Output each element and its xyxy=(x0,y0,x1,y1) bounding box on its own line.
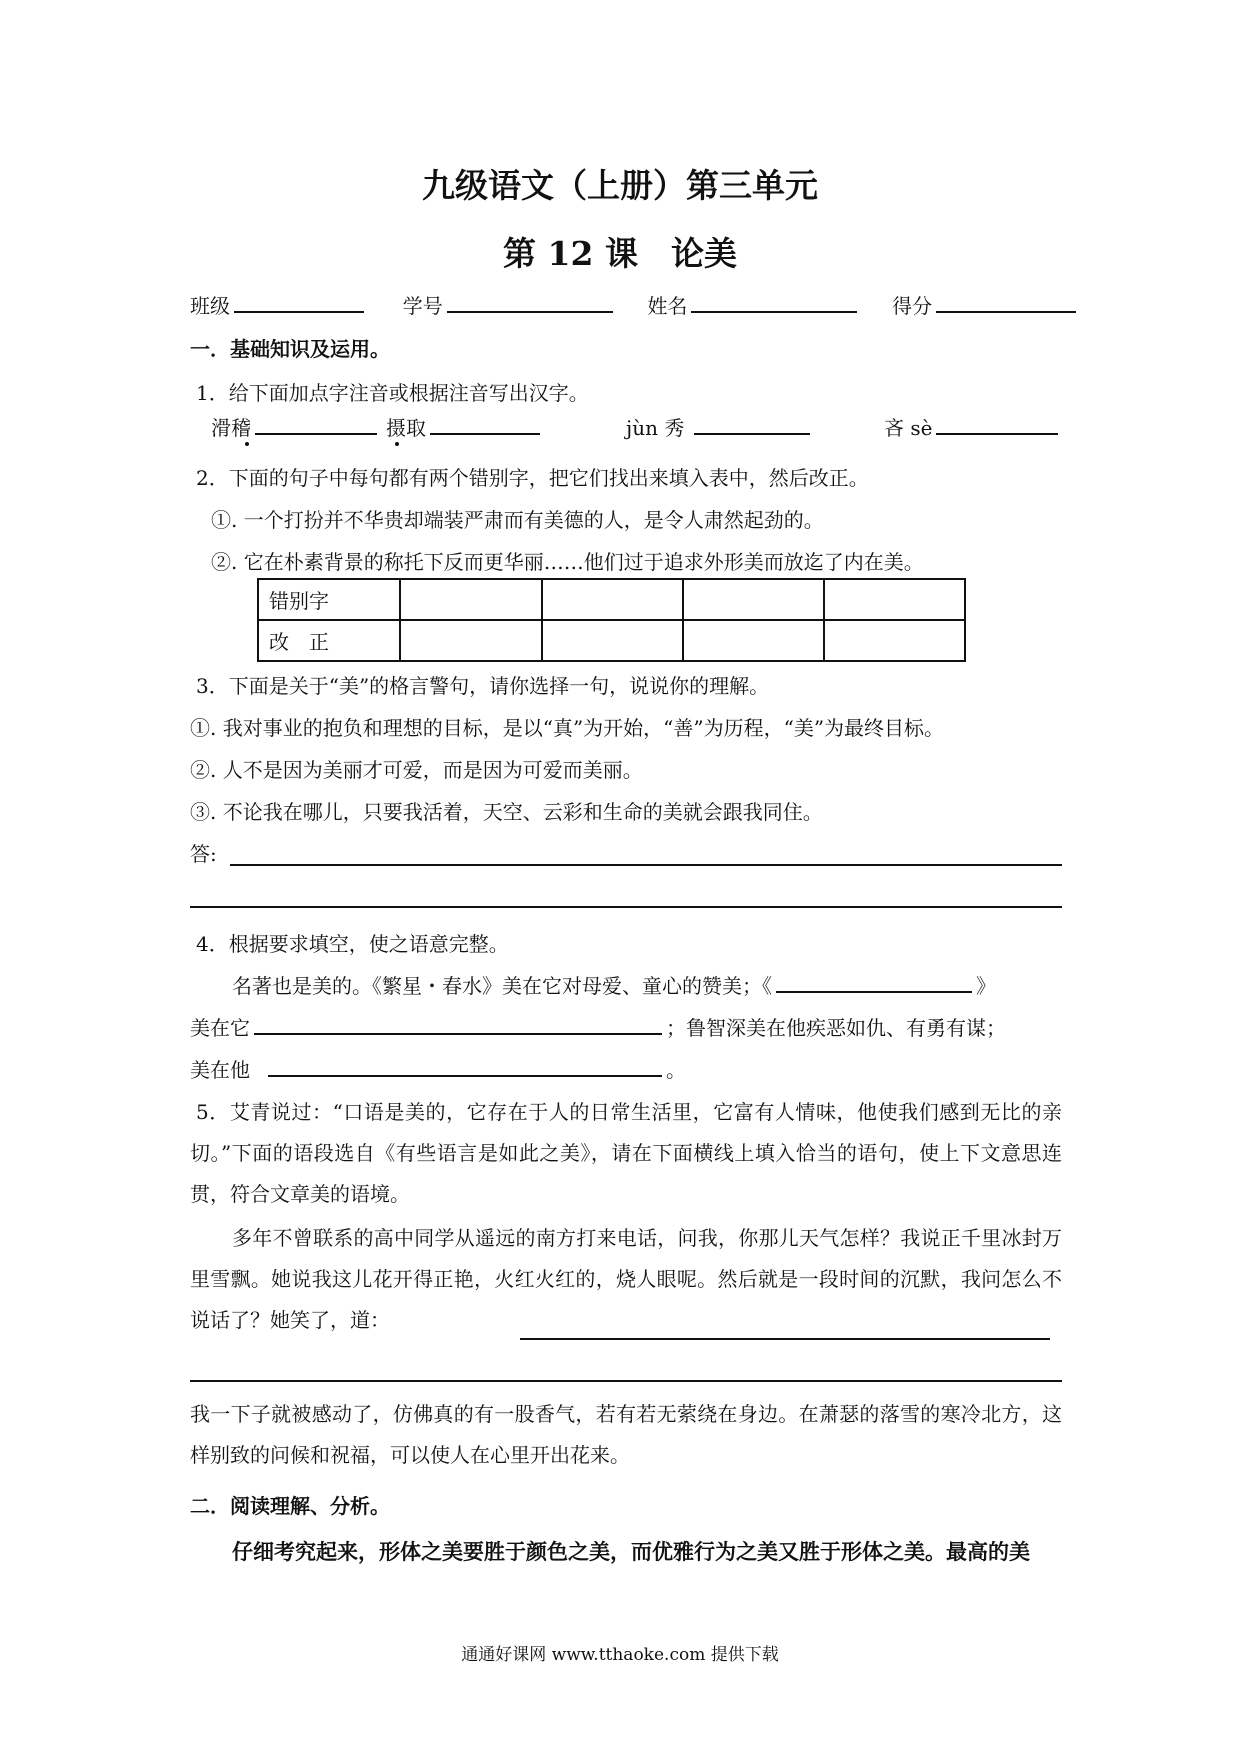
q5-answer-line[interactable] xyxy=(520,1338,1050,1340)
q3-quote-1: ①. 我对事业的抱负和理想的目标，是以“真”为开始，“善”为历程，“美”为最终目标。 xyxy=(190,716,945,740)
page-footer: 通通好课网 www.tthaoke.com 提供下载 xyxy=(461,1645,779,1665)
q4-line-1-end: 》 xyxy=(976,974,996,998)
correction-table xyxy=(257,578,966,662)
table-cell[interactable] xyxy=(683,579,824,620)
q1-item-4 xyxy=(884,412,1062,441)
q1-item-2 xyxy=(386,412,544,441)
student-id-label: 学号 xyxy=(402,294,443,318)
answer-line[interactable] xyxy=(230,864,1062,866)
q1-item-4-blank[interactable] xyxy=(936,413,1058,435)
q2-sentence-1: ①. 一个打扮并不华贵却端装严肃而有美德的人，是令人肃然起劲的。 xyxy=(211,508,824,532)
table-cell[interactable] xyxy=(400,579,542,620)
name-blank[interactable] xyxy=(691,291,857,313)
table-cell[interactable] xyxy=(400,620,542,661)
q4-line-2-text: 美在它 xyxy=(190,1016,250,1040)
q4-line-2 xyxy=(190,1012,1006,1041)
q4-blank-3[interactable] xyxy=(268,1055,662,1077)
q4-line-1-text: 名著也是美的。《繁星・春水》美在它对母爱、童心的赞美；《 xyxy=(232,974,772,998)
q3-answer-label: 答: xyxy=(190,842,217,866)
name-label: 姓名 xyxy=(647,294,688,318)
emphasis-dot xyxy=(395,442,399,446)
student-id-blank[interactable] xyxy=(447,291,613,313)
score-blank[interactable] xyxy=(936,291,1076,313)
q5-passage: 多年不曾联系的高中同学从遥远的南方打来电话，问我，你那儿天气怎样？我说正千里冰封万里雪飘。她说我这儿花开得正艳，火红火红的，烧人眼呢。然后就是一段时间的沉默，我问怎么不说话了？她笑了，道： xyxy=(190,1226,1062,1332)
q1-item-1 xyxy=(211,412,381,441)
q1-item-3-blank[interactable] xyxy=(694,413,810,435)
info-fields-row xyxy=(190,290,1080,319)
q1-item-1-blank[interactable] xyxy=(255,413,377,435)
lesson-title: 第 12 课 论美 xyxy=(503,234,737,273)
table-cell[interactable] xyxy=(542,579,683,620)
q4-line-3-end: 。 xyxy=(666,1058,686,1082)
section2-heading: 二．阅读理解、分析。 xyxy=(190,1494,390,1518)
q4-book-blank[interactable] xyxy=(776,971,972,993)
q4-line-3-text: 美在他 xyxy=(190,1058,250,1082)
q1-item-1-label xyxy=(211,416,251,440)
q2-prompt: 2．下面的句子中每句都有两个错别字，把它们找出来填入表中，然后改正。 xyxy=(196,466,869,490)
q5-prompt: 5．艾青说过：“口语是美的，它存在于人的日常生活里，它富有人情味，他使我们感到无比的亲切。”下面的语段选自《有些语言是如此之美》，请在下面横线上填入恰当的语句，使上下文意思连贯，符合文章美的语境。 xyxy=(190,1100,1062,1206)
q3-quote-2: ②. 人不是因为美丽才可爱，而是因为可爱而美丽。 xyxy=(190,758,643,782)
q3-quote-3: ③. 不论我在哪儿，只要我活着，天空、云彩和生命的美就会跟我同住。 xyxy=(190,800,823,824)
q1-item-3-text: jùn 秀 xyxy=(626,416,685,440)
q4-blank-2[interactable] xyxy=(254,1013,662,1035)
table-cell[interactable] xyxy=(824,620,965,661)
q1-prompt: 1．给下面加点字注音或根据注音写出汉字。 xyxy=(196,381,589,405)
section1-heading: 一．基础知识及运用。 xyxy=(190,337,390,361)
table-row xyxy=(258,579,965,620)
q1-item-2-text: 摄取 xyxy=(386,416,426,440)
reading-passage: 仔细考究起来，形体之美要胜于颜色之美，而优雅行为之美又胜于形体之美。最高的美 xyxy=(232,1539,1030,1564)
q4-line-3 xyxy=(190,1054,686,1083)
table-row-header: 错别字 xyxy=(258,579,400,620)
score-label: 得分 xyxy=(892,294,933,318)
q1-item-2-blank[interactable] xyxy=(430,413,540,435)
table-cell[interactable] xyxy=(683,620,824,661)
emphasis-dot xyxy=(245,442,249,446)
unit-title: 九级语文（上册）第三单元 xyxy=(422,166,818,205)
q2-sentence-2: ②. 它在朴素背景的称托下反而更华丽……他们过于追求外形美而放迄了内在美。 xyxy=(211,550,924,574)
class-label: 班级 xyxy=(190,294,230,318)
q4-line-1 xyxy=(232,970,996,999)
answer-line[interactable] xyxy=(190,906,1062,908)
q4-line-2-end: ；鲁智深美在他疾恶如仇、有勇有谋； xyxy=(666,1016,1006,1040)
table-row-header: 改 正 xyxy=(258,620,400,661)
table-cell[interactable] xyxy=(824,579,965,620)
q1-item-1-text: 滑稽 xyxy=(211,416,251,440)
q5-passage-continued: 我一下子就被感动了，仿佛真的有一股香气，若有若无萦绕在身边。在萧瑟的落雪的寒冷北方，这样别致的问候和祝福，可以使人在心里开出花来。 xyxy=(190,1402,1062,1467)
table-cell[interactable] xyxy=(542,620,683,661)
class-blank[interactable] xyxy=(234,291,364,313)
q1-item-4-text: 吝 sè xyxy=(884,416,933,440)
q4-prompt: 4．根据要求填空，使之语意完整。 xyxy=(196,932,509,956)
q3-prompt: 3．下面是关于“美”的格言警句，请你选择一句，说说你的理解。 xyxy=(196,674,770,698)
table-row xyxy=(258,620,965,661)
q1-item-3 xyxy=(626,412,814,441)
q5-answer-line[interactable] xyxy=(190,1380,1062,1382)
